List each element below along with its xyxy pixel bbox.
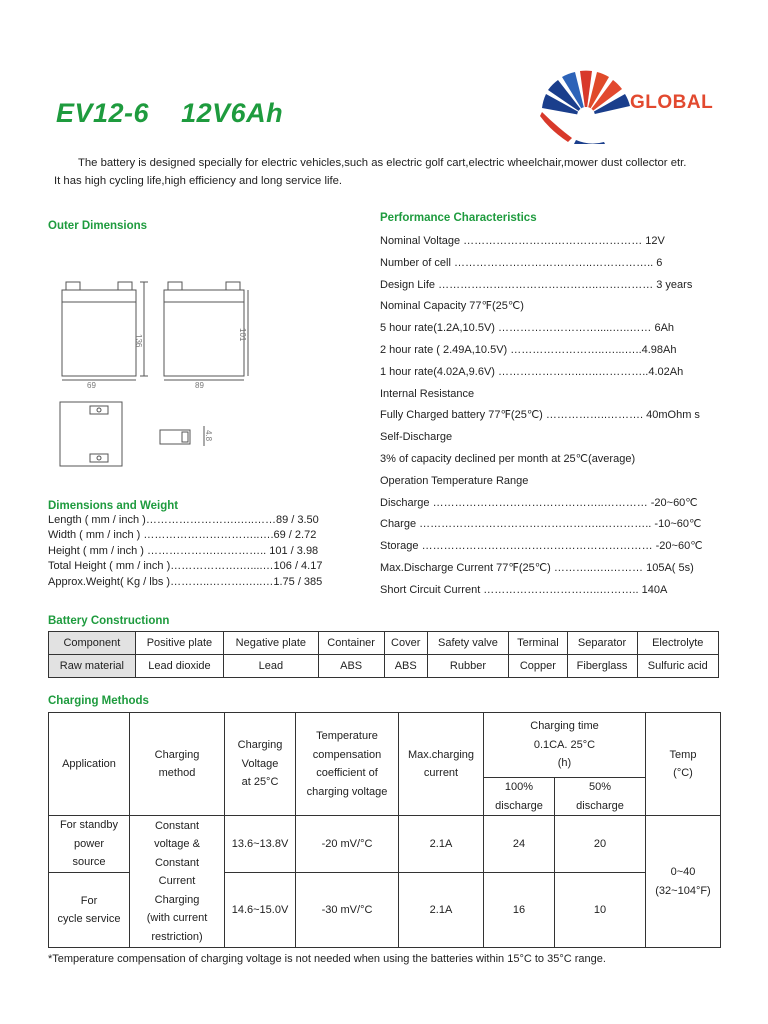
charging-methods-table: [48, 712, 721, 948]
cell-text: discharge: [576, 799, 624, 812]
battery-construction-table: [48, 631, 719, 678]
cell-text: 0.1CA. 25°C: [533, 738, 596, 751]
table-cell: Electrolyte: [637, 632, 719, 655]
cell-text: method: [158, 767, 196, 779]
cell-text: Charging: [237, 739, 283, 752]
cell-text: Constant: [154, 819, 200, 832]
table-row: [49, 816, 721, 873]
table-cell: Lead dioxide: [135, 655, 223, 678]
table-cell: 14.6~15.0V: [225, 873, 296, 948]
table-cell: -30 mV/°C: [296, 873, 399, 948]
perf-row: 3% of capacity declined per month at 25℃(average): [380, 452, 636, 465]
table-cell: Separator: [567, 632, 637, 655]
product-title: [56, 98, 283, 129]
cell-text: Max.charging: [407, 748, 475, 761]
table-cell: Positive plate: [135, 632, 223, 655]
perf-row: Nominal Voltage …………………….…………………… 12V: [380, 235, 665, 247]
dimensions-weight-heading: Dimensions and Weight: [48, 500, 179, 512]
footnote: *Temperature compensation of charging voltage is not needed when using the batteries within 15°C to 35°C range.: [48, 953, 606, 965]
cell-text: Temp: [669, 748, 697, 761]
table-cell: [555, 778, 646, 816]
globe-icon: [538, 66, 630, 144]
table-cell: 10: [555, 873, 646, 948]
intro-line-2: It has high cycling life,high efficiency and long service life.: [54, 175, 343, 187]
dim-row: Approx.Weight( Kg / lbs )………..……….…..…1.75 / 385: [48, 575, 323, 588]
table-cell: Safety valve: [427, 632, 508, 655]
cell-text: Current: [158, 875, 196, 888]
height-label: 136: [134, 334, 143, 348]
table-cell: 16: [484, 873, 555, 948]
perf-row: Operation Temperature Range: [380, 474, 529, 487]
table-cell: [49, 873, 130, 948]
total-height-label: 101: [238, 328, 247, 342]
brand-name: GLOBAL: [630, 92, 714, 113]
dim-row: Width ( mm / inch ) …………………………..….69 / 2.72: [48, 529, 317, 542]
table-cell: Cover: [384, 632, 427, 655]
table-cell: Rubber: [427, 655, 508, 678]
depth-label: 89: [195, 381, 204, 390]
table-cell: 2.1A: [399, 873, 484, 948]
cell-text: charging voltage: [306, 785, 388, 798]
table-cell: 13.6~13.8V: [225, 816, 296, 873]
table-cell: [49, 713, 130, 816]
table-cell: ABS: [384, 655, 427, 678]
table-cell: Copper: [509, 655, 567, 678]
charging-methods-heading: Charging Methods: [48, 695, 149, 707]
perf-row: Storage ……………………………………………………… -20~60℃: [380, 540, 703, 553]
table-cell: [49, 816, 130, 873]
model-rating: 12V6Ah: [181, 98, 284, 128]
perf-row: Design Life ……………………………………..…………… 3 years: [380, 278, 693, 291]
perf-row: 2 hour rate ( 2.49A,10.5V) ……………………..…...…..4.98Ah: [380, 343, 677, 356]
dimensions-weight-list: [48, 513, 322, 590]
cell-text: Charging: [154, 893, 200, 906]
table-row: [49, 655, 719, 678]
cell-text: cycle service: [57, 913, 121, 925]
perf-row: Nominal Capacity 77℉(25℃): [380, 300, 524, 313]
cell-text: (°C): [673, 767, 693, 779]
table-cell: [130, 713, 225, 816]
table-cell: [484, 778, 555, 816]
terminal-label: 4.8: [204, 430, 213, 442]
cell-text: 100%: [504, 781, 534, 793]
performance-list: [380, 234, 710, 605]
table-cell: [130, 816, 225, 948]
table-cell: ABS: [318, 655, 384, 678]
table-cell: 20: [555, 816, 646, 873]
perf-row: Discharge ………………………………………..………… -20~60℃: [380, 496, 698, 509]
table-cell: Raw material: [49, 655, 136, 678]
cell-text: 0~40: [670, 866, 696, 878]
cell-text: compensation: [312, 748, 382, 761]
table-cell: 2.1A: [399, 816, 484, 873]
table-cell: [646, 816, 721, 948]
table-cell: 24: [484, 816, 555, 873]
cell-text: Temperature: [316, 730, 378, 742]
cell-text: Charging: [154, 748, 200, 761]
cell-text: (with current: [146, 912, 208, 925]
outer-dimensions-heading: Outer Dimensions: [48, 220, 148, 232]
perf-row: 1 hour rate(4.02A,9.6V) …………………..…..…………..4.02Ah: [380, 365, 684, 378]
cell-text: discharge: [495, 799, 543, 812]
cell-text: restriction): [151, 930, 203, 943]
brand-logo: [538, 66, 720, 144]
perf-row: Number of cell ………………………………..…………….. 6: [380, 256, 663, 269]
cell-text: voltage &: [154, 838, 200, 851]
cell-text: For: [80, 894, 98, 907]
cell-text: at 25°C: [241, 776, 279, 789]
cell-text: Constant: [154, 856, 200, 869]
table-cell: -20 mV/°C: [296, 816, 399, 873]
cell-text: power: [74, 837, 104, 850]
intro-line-1: The battery is designed specially for electric vehicles,such as electric golf cart,electric wheelchair,mower dust collector etr.: [78, 157, 687, 169]
dim-row: Length ( mm / inch )…………………….…..……89 / 3.50: [48, 514, 319, 526]
battery-construction-heading: Battery Constructionn: [48, 615, 170, 627]
table-cell: Container: [318, 632, 384, 655]
model-name: EV12-6: [56, 98, 150, 128]
table-cell: [296, 713, 399, 816]
perf-row: Fully Charged battery 77℉(25℃) ……………..………. 40mOhm s: [380, 409, 700, 422]
dim-row: Height ( mm / inch ) ……………….………….. 101 / 3.98: [48, 544, 319, 557]
table-cell: [646, 713, 721, 816]
table-cell: Sulfuric acid: [637, 655, 719, 678]
table-cell: [225, 713, 296, 816]
width-label: 69: [87, 381, 96, 390]
perf-row: Self-Discharge: [380, 431, 453, 444]
perf-row: Max.Discharge Current 77℉(25℃) ………..…..……… 105A( 5s): [380, 561, 694, 574]
table-cell: Negative plate: [224, 632, 318, 655]
perf-row: Charge …………………………………………..………….. -10~60℃: [380, 518, 702, 531]
cell-text: Application: [62, 757, 116, 770]
table-cell: [484, 713, 646, 778]
dim-row: Total Height ( mm / inch )……………….…....…106 / 4.17: [48, 560, 323, 573]
table-cell: Lead: [224, 655, 318, 678]
outer-dimensions-drawing: [50, 276, 270, 476]
cell-text: current: [423, 767, 459, 779]
table-row: [49, 713, 721, 778]
perf-row: 5 hour rate(1.2A,10.5V) ……………………….....…..…… 6Ah: [380, 322, 675, 335]
intro-text: [54, 154, 754, 190]
table-cell: [399, 713, 484, 816]
table-cell: Terminal: [509, 632, 567, 655]
cell-text: (h): [557, 757, 572, 770]
performance-heading: Performance Characteristics: [380, 212, 537, 224]
cell-text: Charging time: [530, 720, 599, 733]
cell-text: 50%: [588, 781, 612, 793]
perf-row: Internal Resistance: [380, 387, 475, 400]
cell-text: (32~104°F): [655, 884, 711, 897]
table-row: [49, 632, 719, 655]
cell-text: source: [72, 856, 106, 869]
cell-text: Voltage: [241, 757, 279, 770]
cell-text: coefficient of: [316, 767, 378, 779]
table-cell: Fiberglass: [567, 655, 637, 678]
cell-text: For standby: [59, 819, 119, 832]
perf-row: Short Circuit Current …………………………..……….. 140A: [380, 583, 668, 596]
table-cell: Component: [49, 632, 136, 655]
